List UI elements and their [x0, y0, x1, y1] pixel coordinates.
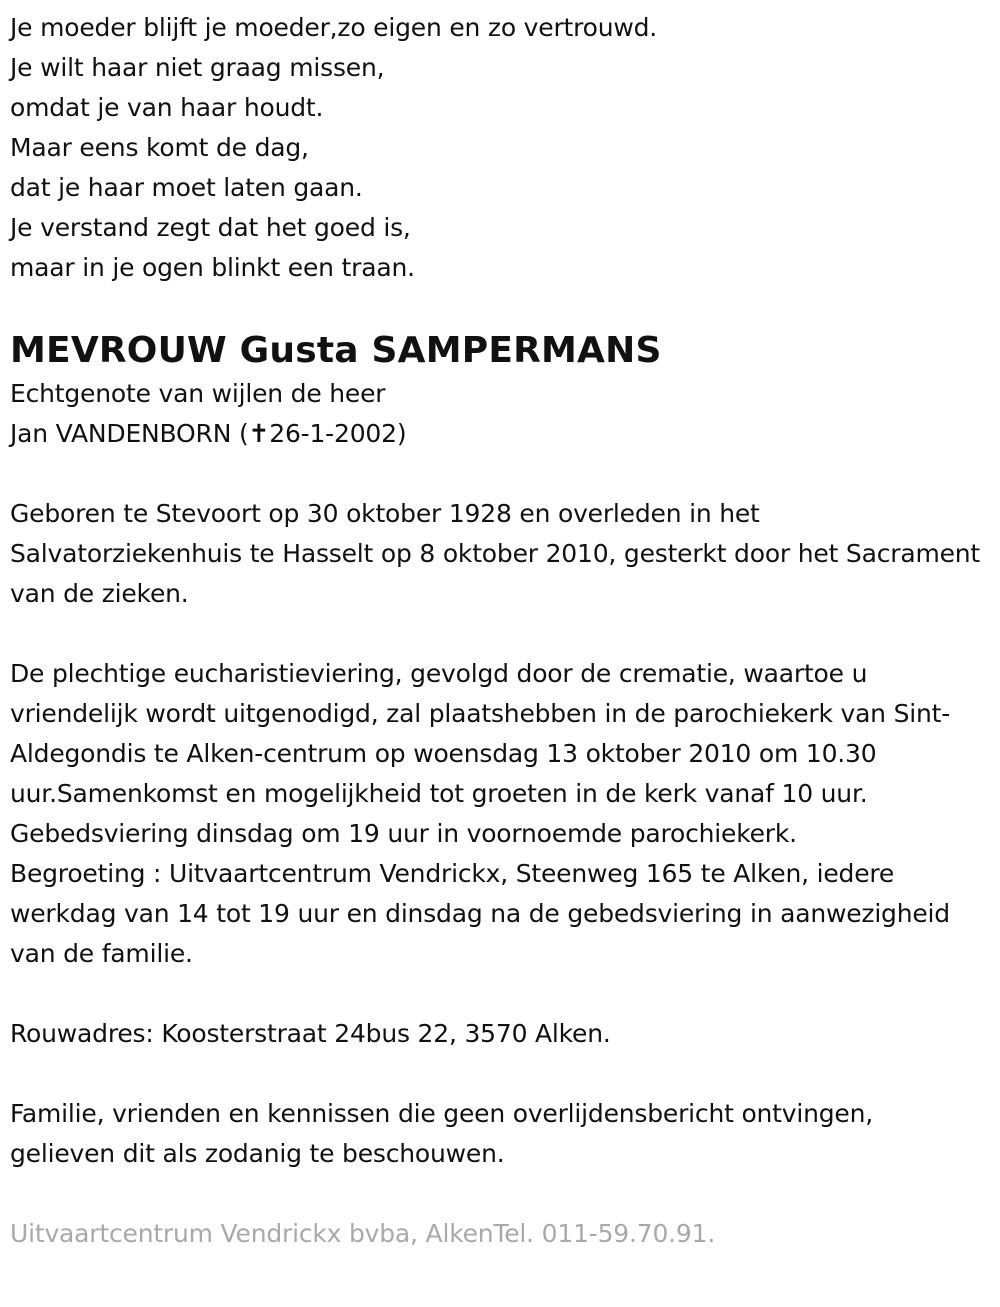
birth-death-paragraph: Geboren te Stevoort op 30 oktober 1928 en overleden in het Salvatorziekenhuis te Hasselt op 8 oktober 2010, gesterkt door het Sacrament van de zieken. [10, 499, 981, 608]
spouse-name: Jan VANDENBORN (✝26-1-2002) [10, 419, 407, 448]
obituary-document [10, 8, 985, 1254]
funeral-home-footer: Uitvaartcentrum Vendrickx bvba, AlkenTel. 011-59.70.91. [10, 1219, 716, 1248]
poem-line: dat je haar moet laten gaan. [10, 173, 363, 202]
visitation-paragraph: Begroeting : Uitvaartcentrum Vendrickx, Steenweg 165 te Alken, iedere werkdag van 14 tot 19 uur en dinsdag na de gebedsviering in aanwezigheid van de familie. [10, 859, 950, 968]
poem-line: maar in je ogen blinkt een traan. [10, 253, 415, 282]
poem-line: Je moeder blijft je moeder,zo eigen en zo vertrouwd. [10, 13, 658, 42]
poem-line: omdat je van haar houdt. [10, 93, 324, 122]
poem-line: Je wilt haar niet graag missen, [10, 53, 385, 82]
notice-paragraph: Familie, vrienden en kennissen die geen overlijdensbericht ontvingen, gelieven dit als zodanig te beschouwen. [10, 1099, 874, 1168]
ceremony-paragraph: De plechtige eucharistieviering, gevolgd door de crematie, waartoe u vriendelijk wordt uitgenodigd, zal plaatshebben in de parochiekerk van Sint-Aldegondis te Alken-centrum op woensdag 13 oktober 2010 om 10.30 uur.Samenkomst en mogelijkheid tot groeten in de kerk vanaf 10 uur. [10, 659, 951, 808]
poem-line: Maar eens komt de dag, [10, 133, 309, 162]
deceased-name: MEVROUW Gusta SAMPERMANS [10, 330, 662, 371]
poem-line: Je verstand zegt dat het goed is, [10, 213, 411, 242]
prayer-service-paragraph: Gebedsviering dinsdag om 19 uur in voornoemde parochiekerk. [10, 819, 797, 848]
mourning-address: Rouwadres: Koosterstraat 24bus 22, 3570 Alken. [10, 1019, 611, 1048]
memorial-poem [10, 8, 985, 288]
spouse-line: Echtgenote van wijlen de heer [10, 379, 386, 408]
